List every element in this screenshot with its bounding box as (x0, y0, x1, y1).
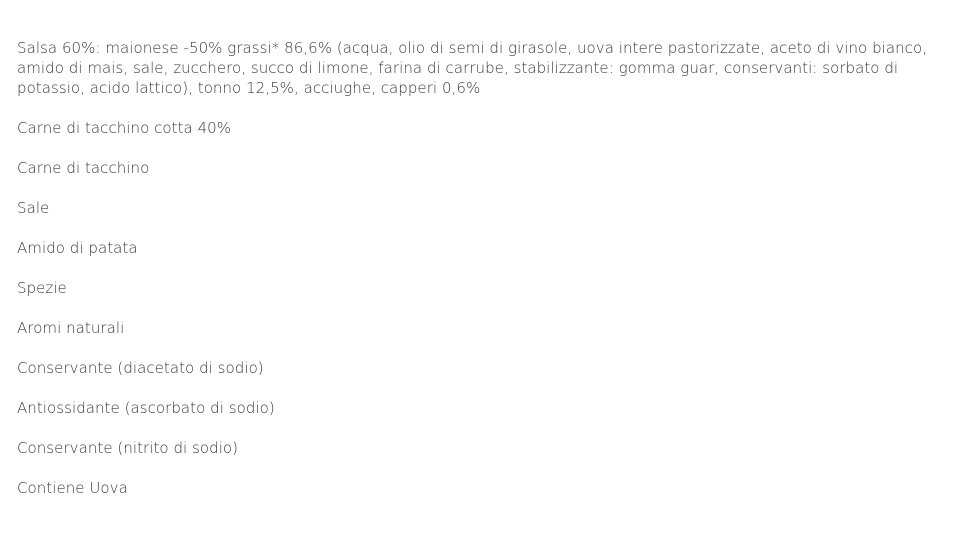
ingredient-carne-cotta: Carne di tacchino cotta 40% (17, 119, 232, 137)
ingredient-salsa: Salsa 60%: maionese -50% grassi* 86,6% (acqua, olio di semi di girasole, uova intere pastorizzate, aceto di vino bianco, amido di mais, sale, zucchero, succo di limone, farina di carrube, stabilizzante: gomma guar, conservanti: sorbato di potassio, acido lattico), tonno 12,5%, acciughe, capperi 0,6% (17, 39, 928, 97)
ingredient-conservante-nitrito: Conservante (nitrito di sodio) (17, 439, 239, 457)
ingredient-aromi: Aromi naturali (17, 319, 125, 337)
ingredient-spezie: Spezie (17, 279, 67, 297)
ingredient-conservante-diacetato: Conservante (diacetato di sodio) (17, 359, 264, 377)
ingredient-sale: Sale (17, 199, 50, 217)
ingredient-amido: Amido di patata (17, 239, 138, 257)
allergen-notice: Contiene Uova (17, 479, 128, 497)
ingredient-antiossidante: Antiossidante (ascorbato di sodio) (17, 399, 275, 417)
ingredient-carne-tacchino: Carne di tacchino (17, 159, 150, 177)
